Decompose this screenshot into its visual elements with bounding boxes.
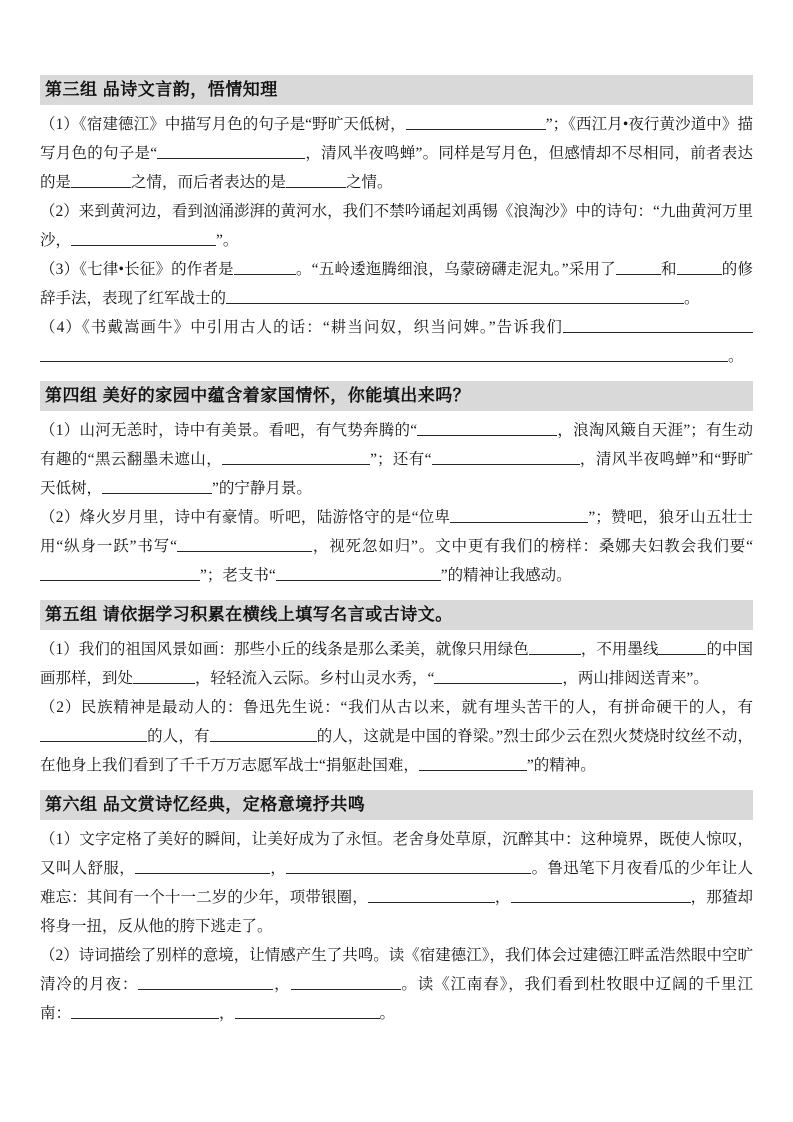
fill-in-blank[interactable] [432, 449, 580, 465]
fill-in-blank[interactable] [417, 420, 557, 436]
fill-in-blank[interactable] [291, 974, 401, 990]
question-text: （1）《宿建德江》中描写月色的句子是“野旷天低树， [40, 116, 406, 133]
section-group-6 [40, 790, 753, 1028]
fill-in-blank[interactable] [616, 259, 661, 275]
fill-in-blank[interactable] [210, 726, 317, 742]
fill-in-blank[interactable] [677, 259, 722, 275]
question-text: 。 [728, 348, 744, 365]
fill-in-blank[interactable] [368, 887, 495, 903]
fill-in-blank[interactable] [434, 668, 562, 684]
fill-in-blank[interactable] [286, 858, 531, 874]
fill-in-blank[interactable] [71, 172, 131, 188]
question-text: ， [494, 889, 511, 906]
fill-in-blank[interactable] [276, 565, 441, 581]
question-paragraph [40, 416, 753, 503]
question-paragraph [40, 197, 753, 255]
fill-in-blank[interactable] [419, 755, 527, 771]
fill-in-blank[interactable] [563, 317, 753, 333]
question-text: 之情。 [346, 174, 393, 191]
question-text: ，那猹却将身一扭，反从他的胯下逃走了。 [40, 889, 753, 935]
fill-in-blank[interactable] [450, 507, 588, 523]
fill-in-blank[interactable] [511, 887, 691, 903]
fill-in-blank[interactable] [102, 478, 212, 494]
question-text: ， [273, 976, 291, 993]
question-text: ”。 [216, 232, 239, 249]
fill-in-blank[interactable] [135, 858, 270, 874]
question-text: ”；赞吧，狼牙山五壮士用“纵身一跃”书写“ [40, 509, 753, 555]
question-text: ”的精神。 [526, 757, 596, 774]
question-text: 的中国画那样，到处 [40, 641, 753, 687]
question-text: （2）民族精神是最动人的：鲁迅先生说：“我们从古以来，就有埋头苦干的人，有拼命硬干的人，有 [40, 699, 753, 716]
question-text: ， [219, 1005, 235, 1022]
fill-in-blank[interactable] [177, 536, 312, 552]
question-text: 的修辞手法，表现了红军战士的 [40, 261, 753, 307]
question-paragraph [40, 313, 753, 371]
question-text: （1）山河无恙时，诗中有美景。看吧，有气势奔腾的“ [40, 422, 418, 439]
question-text: ， [270, 860, 287, 877]
fill-in-blank[interactable] [286, 172, 346, 188]
question-text: 的人，这就是中国的脊梁。”烈士邱少云在烈火焚烧时纹丝不动，在他身上我们看到了千千万万志愿军战士“捐躯赴国难， [40, 728, 753, 774]
question-paragraph [40, 255, 753, 313]
section-title: 第五组 请依据学习积累在横线上填写名言或古诗文。 [40, 600, 753, 630]
question-text: （2）来到黄河边，看到汹涌澎湃的黄河水，我们不禁吟诵起刘禹锡《浪淘沙》中的诗句：“九曲黄河万里沙， [40, 203, 753, 249]
question-text: ，视死忽如归”。文中更有我们的榜样：桑娜夫妇教会我们要“ [311, 538, 754, 555]
fill-in-blank[interactable] [235, 1003, 380, 1019]
fill-in-blank[interactable] [406, 114, 546, 130]
fill-in-blank[interactable] [71, 1003, 219, 1019]
question-text: （1）我们的祖国风景如画：那些小丘的线条是那么柔美，就像只用绿色 [40, 641, 529, 658]
question-paragraph [40, 825, 753, 941]
fill-in-blank[interactable] [157, 143, 305, 159]
fill-in-blank[interactable] [222, 449, 370, 465]
question-text: ，清风半夜鸣蝉”和“野旷天低树， [40, 451, 753, 497]
fill-in-blank[interactable] [71, 230, 216, 246]
fill-in-blank[interactable] [529, 639, 581, 655]
question-text: ，不用墨线 [580, 641, 659, 658]
question-text: （4）《书戴嵩画牛》中引用古人的话：“耕当问奴，织当问婢。”告诉我们 [40, 319, 563, 336]
fill-in-blank[interactable] [658, 639, 706, 655]
question-text: ”的宁静月景。 [212, 480, 312, 497]
question-text: 之情，而后者表达的是 [131, 174, 287, 191]
question-paragraph [40, 635, 753, 693]
section-title: 第三组 品诗文言韵，悟情知理 [40, 75, 753, 105]
fill-in-blank[interactable] [40, 726, 147, 742]
question-text: ”；老支书“ [200, 567, 276, 584]
question-text: ”的精神让我感动。 [440, 567, 572, 584]
question-paragraph [40, 941, 753, 1028]
question-text: ”；还有“ [370, 451, 432, 468]
section-title: 第四组 美好的家园中蕴含着家国情怀，你能填出来吗？ [40, 381, 753, 411]
section-group-5 [40, 600, 753, 780]
question-text: （1）文字定格了美好的瞬间，让美好成为了永恒。老舍身处草原，沉醉其中：这种境界，既使人惊叹，又叫人舒服， [40, 831, 753, 877]
question-text: 和 [660, 261, 677, 278]
fill-in-blank[interactable] [226, 288, 684, 304]
question-text: ”；《西江月•夜行黄沙道中》描写月色的句子是“ [40, 116, 753, 162]
section-group-4 [40, 381, 753, 590]
section-title: 第六组 品文赏诗忆经典，定格意境抒共鸣 [40, 790, 753, 820]
fill-in-blank[interactable] [133, 668, 195, 684]
question-text: （2）诗词描绘了别样的意境，让情感产生了共鸣。读《宿建德江》，我们体会过建德江畔孟浩然眼中空旷清冷的月夜： [40, 947, 754, 993]
question-text: 。“五岭逶迤腾细浪，乌蒙磅礴走泥丸。”采用了 [295, 261, 616, 278]
question-text: 。 [379, 1005, 396, 1022]
question-text: 。鲁迅笔下月夜看瓜的少年让人难忘：其间有一个十一二岁的少年，项带银圈， [40, 860, 753, 906]
question-text: （2）烽火岁月里，诗中有豪情。听吧，陆游恪守的是“位卑 [40, 509, 451, 526]
question-paragraph [40, 110, 753, 197]
question-text: ，清风半夜鸣蝉”。同样是写月色，但感情却不尽相同，前者表达的是 [40, 145, 753, 191]
question-text: ，浪淘风簸自天涯”；有生动有趣的“黑云翻墨未遮山， [40, 422, 753, 468]
fill-in-blank[interactable] [138, 974, 273, 990]
question-text: 的人，有 [147, 728, 210, 745]
section-group-3 [40, 75, 753, 371]
question-text: 。 [684, 290, 700, 307]
question-paragraph [40, 503, 753, 590]
fill-in-blank[interactable] [40, 346, 728, 362]
question-paragraph [40, 693, 753, 780]
question-text: ，轻轻流入云际。乡村山灵水秀，“ [195, 670, 435, 687]
question-text: （3）《七律•长征》的作者是 [40, 261, 234, 278]
question-text: 。读《江南春》，我们看到杜牧眼中辽阔的千里江南： [40, 976, 753, 1022]
question-text: ，两山排闼送青来”。 [562, 670, 709, 687]
fill-in-blank[interactable] [234, 259, 296, 275]
fill-in-blank[interactable] [40, 565, 200, 581]
